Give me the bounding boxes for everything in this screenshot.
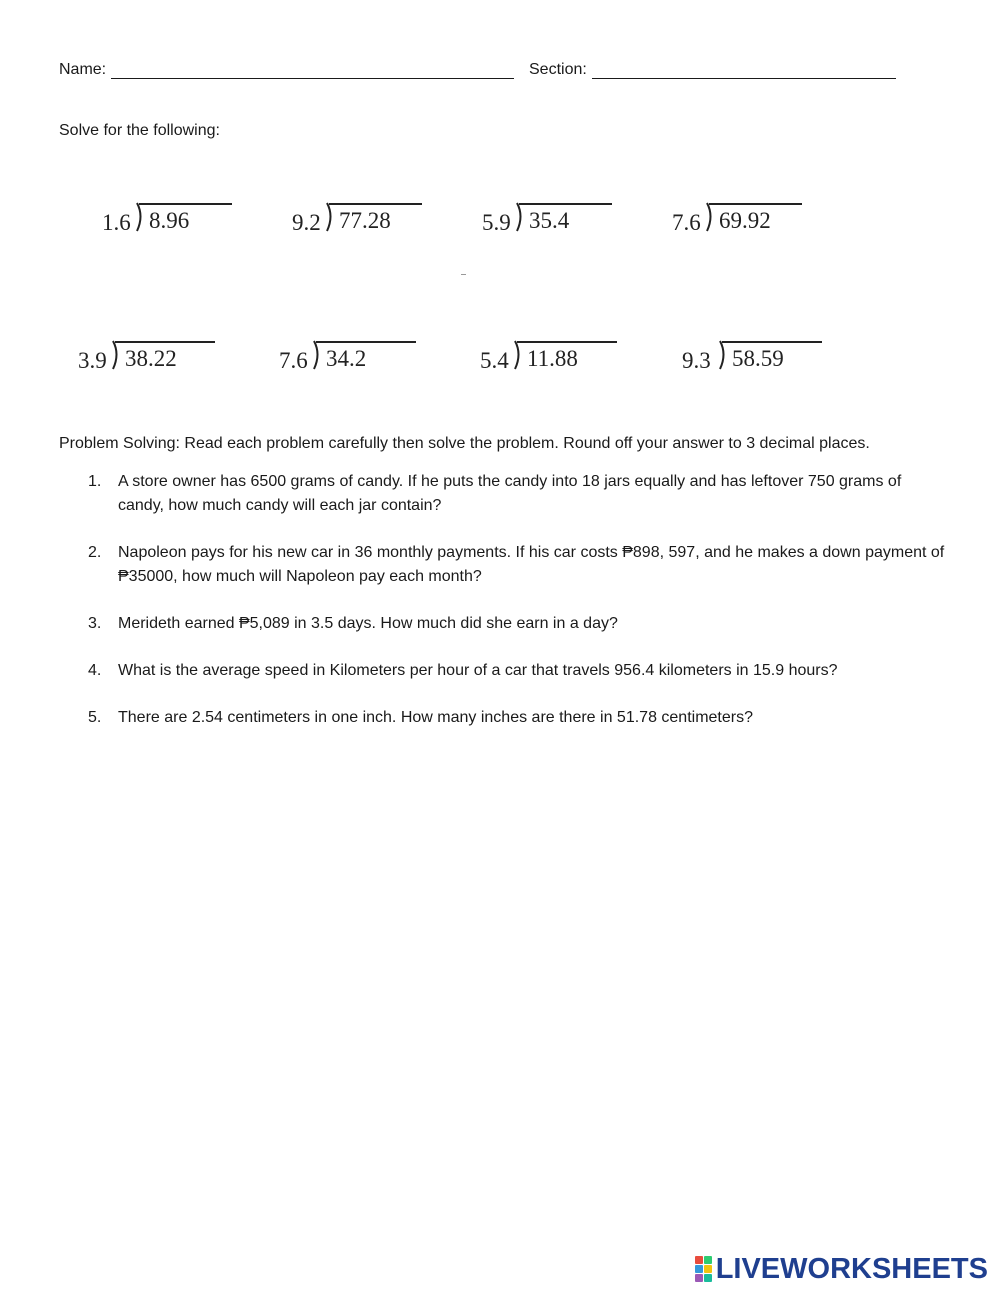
dividend: 34.2 bbox=[326, 346, 367, 371]
divisor: 9.3 bbox=[682, 348, 711, 373]
word-problem bbox=[59, 470, 949, 518]
name-label: Name: bbox=[59, 61, 107, 78]
problem-solving-intro: Problem Solving: Read each problem carefully then solve the problem. Round off your answer to 3 decimal places. bbox=[59, 435, 870, 452]
problem-text: There are 2.54 centimeters in one inch. How many inches are there in 51.78 centimeters? bbox=[118, 709, 753, 726]
division-bracket-icon bbox=[312, 340, 322, 370]
dividend: 77.28 bbox=[339, 208, 391, 233]
problem-text: A store owner has 6500 grams of candy. If he puts the candy into 18 jars equally and has leftover 750 grams of candy, how much candy will each jar contain? bbox=[118, 473, 902, 514]
logo-block bbox=[695, 1274, 703, 1282]
logo-blocks-icon bbox=[695, 1256, 713, 1282]
problem-number: 1. bbox=[88, 473, 102, 490]
division-bracket-icon bbox=[325, 202, 335, 232]
long-division-problem bbox=[482, 202, 660, 242]
long-division-problem bbox=[672, 202, 850, 242]
logo-block bbox=[695, 1256, 703, 1264]
word-problem bbox=[59, 706, 949, 730]
division-bar bbox=[517, 341, 617, 343]
division-bar bbox=[709, 203, 802, 205]
division-bar bbox=[519, 203, 612, 205]
problem-number: 4. bbox=[88, 662, 102, 679]
logo-block bbox=[704, 1274, 712, 1282]
division-bracket-icon bbox=[111, 340, 121, 370]
dividend: 58.59 bbox=[732, 346, 784, 371]
divisor: 1.6 bbox=[102, 210, 131, 235]
word-problem bbox=[59, 659, 949, 683]
section-label: Section: bbox=[529, 61, 587, 78]
divisor: 7.6 bbox=[672, 210, 701, 235]
long-division-problem bbox=[78, 340, 263, 380]
stray-mark bbox=[461, 274, 466, 275]
logo-block bbox=[704, 1265, 712, 1273]
problem-number: 3. bbox=[88, 615, 102, 632]
instructions: Solve for the following: bbox=[59, 122, 220, 139]
division-bar bbox=[329, 203, 422, 205]
word-problem-list bbox=[59, 470, 949, 730]
dividend: 69.92 bbox=[719, 208, 771, 233]
division-bar bbox=[139, 203, 232, 205]
division-bracket-icon bbox=[718, 340, 728, 370]
division-bracket-icon bbox=[135, 202, 145, 232]
word-problem bbox=[59, 541, 949, 589]
logo-block bbox=[704, 1256, 712, 1264]
dividend: 8.96 bbox=[149, 208, 190, 233]
long-division-problem bbox=[102, 202, 280, 242]
divisor: 9.2 bbox=[292, 210, 321, 235]
problem-text: What is the average speed in Kilometers per hour of a car that travels 956.4 kilometers in 15.9 hours? bbox=[118, 662, 838, 679]
divisor: 5.9 bbox=[482, 210, 511, 235]
problem-number: 2. bbox=[88, 544, 102, 561]
long-division-problem bbox=[480, 340, 665, 380]
dividend: 35.4 bbox=[529, 208, 570, 233]
long-division-problem bbox=[292, 202, 470, 242]
divisor: 3.9 bbox=[78, 348, 107, 373]
problem-number: 5. bbox=[88, 709, 102, 726]
word-problem bbox=[59, 612, 949, 636]
dividend: 11.88 bbox=[527, 346, 578, 371]
dividend: 38.22 bbox=[125, 346, 177, 371]
division-bar bbox=[722, 341, 822, 343]
liveworksheets-logo bbox=[695, 1252, 988, 1285]
name-blank-line[interactable] bbox=[111, 78, 514, 79]
division-bracket-icon bbox=[515, 202, 525, 232]
logo-block bbox=[695, 1265, 703, 1273]
divisor: 7.6 bbox=[279, 348, 308, 373]
division-bar bbox=[115, 341, 215, 343]
long-division-problem bbox=[279, 340, 464, 380]
division-bracket-icon bbox=[513, 340, 523, 370]
divisor: 5.4 bbox=[480, 348, 509, 373]
long-division-problem bbox=[682, 340, 870, 380]
division-bar bbox=[316, 341, 416, 343]
section-blank-line[interactable] bbox=[592, 78, 896, 79]
logo-text: LIVEWORKSHEETS bbox=[715, 1252, 988, 1285]
division-bracket-icon bbox=[705, 202, 715, 232]
problem-text: Napoleon pays for his new car in 36 monthly payments. If his car costs ₱898, 597, and he makes a down payment of ₱35000, how much will Napoleon pay each month? bbox=[118, 544, 945, 585]
problem-text: Merideth earned ₱5,089 in 3.5 days. How much did she earn in a day? bbox=[118, 615, 618, 632]
